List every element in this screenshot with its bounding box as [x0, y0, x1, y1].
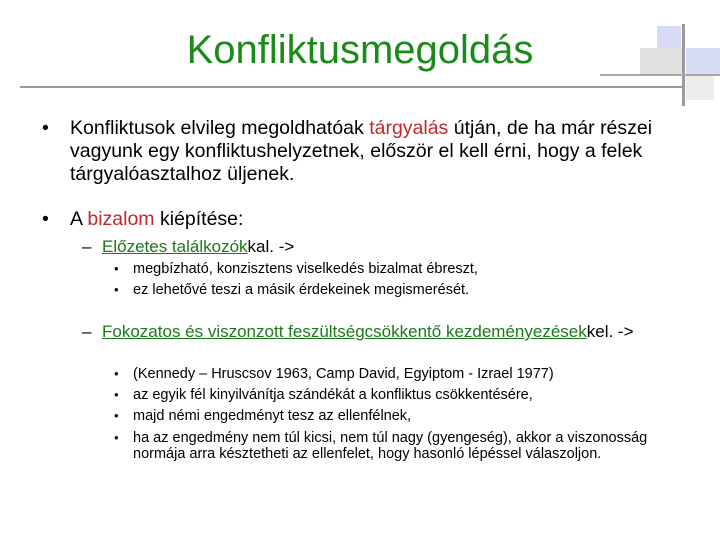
- bullet-text: [70, 208, 680, 231]
- bullet-dot-icon: •: [114, 282, 119, 297]
- sub-bullet-gradual-initiatives: [82, 322, 682, 341]
- bullet-dot-icon: •: [114, 366, 119, 381]
- bullet-negotiation: [44, 117, 680, 186]
- list-item: [114, 261, 684, 277]
- bullet-dot-icon: •: [42, 117, 49, 139]
- list-item-text: megbízható, konzisztens viselkedés bizalmat ébreszt,: [133, 261, 478, 277]
- list-item-text: ha az engedmény nem túl kicsi, nem túl nagy (gyengeség), akkor a viszonosság normája arra késztetheti az ellenfelet, hogy hasonló lépéssel válaszoljon.: [133, 430, 648, 462]
- list-item: [114, 430, 684, 462]
- list-item: [114, 282, 684, 298]
- keyword-trust: bizalom: [87, 208, 155, 230]
- text-part: A: [70, 208, 88, 230]
- link-gradual-initiatives[interactable]: Fokozatos és viszonzott feszültségcsökkentő kezdeményezések: [102, 322, 587, 341]
- list-item-text: (Kennedy – Hruscsov 1963, Camp David, Egyiptom - Izrael 1977): [133, 366, 554, 382]
- bullet-text: [70, 117, 680, 186]
- list-item-text: ez lehetővé teszi a másik érdekeinek megismerését.: [133, 282, 470, 298]
- dash-marker: –: [82, 322, 92, 341]
- list-item-text: majd némi engedményt tesz az ellenfélnek,: [133, 408, 412, 424]
- title-underline: [20, 86, 682, 88]
- text-part: útján, de ha már részei vagyunk egy konfliktushelyzetnek, először el kell érni, hogy a felek tárgyalóasztalhoz üljenek.: [70, 117, 653, 185]
- list-item: [114, 408, 684, 424]
- decoration-square-gray-bottom: [686, 76, 714, 100]
- dash-marker: –: [82, 237, 92, 256]
- text-part: kiépítése:: [154, 208, 244, 230]
- list-item: [114, 387, 684, 403]
- bullet-dot-icon: •: [114, 387, 119, 402]
- bullet-dot-icon: •: [114, 430, 119, 445]
- list-item-text: az egyik fél kinyilvánítja szándékát a konfliktus csökkentésére,: [133, 387, 533, 403]
- keyword-negotiation: tárgyalás: [369, 117, 449, 139]
- bullet-dot-icon: •: [42, 208, 49, 230]
- bullet-trust: [44, 208, 680, 231]
- bullet-dot-icon: •: [114, 408, 119, 423]
- sub-bullet-text: [102, 237, 682, 256]
- list-item: [114, 366, 684, 382]
- sub-bullet-text: [102, 322, 682, 341]
- link-preliminary-meetings[interactable]: Előzetes találkozók: [102, 237, 248, 256]
- bullet-dot-icon: •: [114, 261, 119, 276]
- text-part: Konfliktusok elvileg megoldhatóak: [70, 117, 370, 139]
- text-part: kel. ->: [586, 322, 634, 341]
- decoration-line-horizontal: [600, 74, 720, 76]
- slide-title: Konfliktusmegoldás: [186, 28, 534, 72]
- text-part: kal. ->: [247, 237, 295, 256]
- sub-bullet-preliminary-meetings: [82, 237, 682, 256]
